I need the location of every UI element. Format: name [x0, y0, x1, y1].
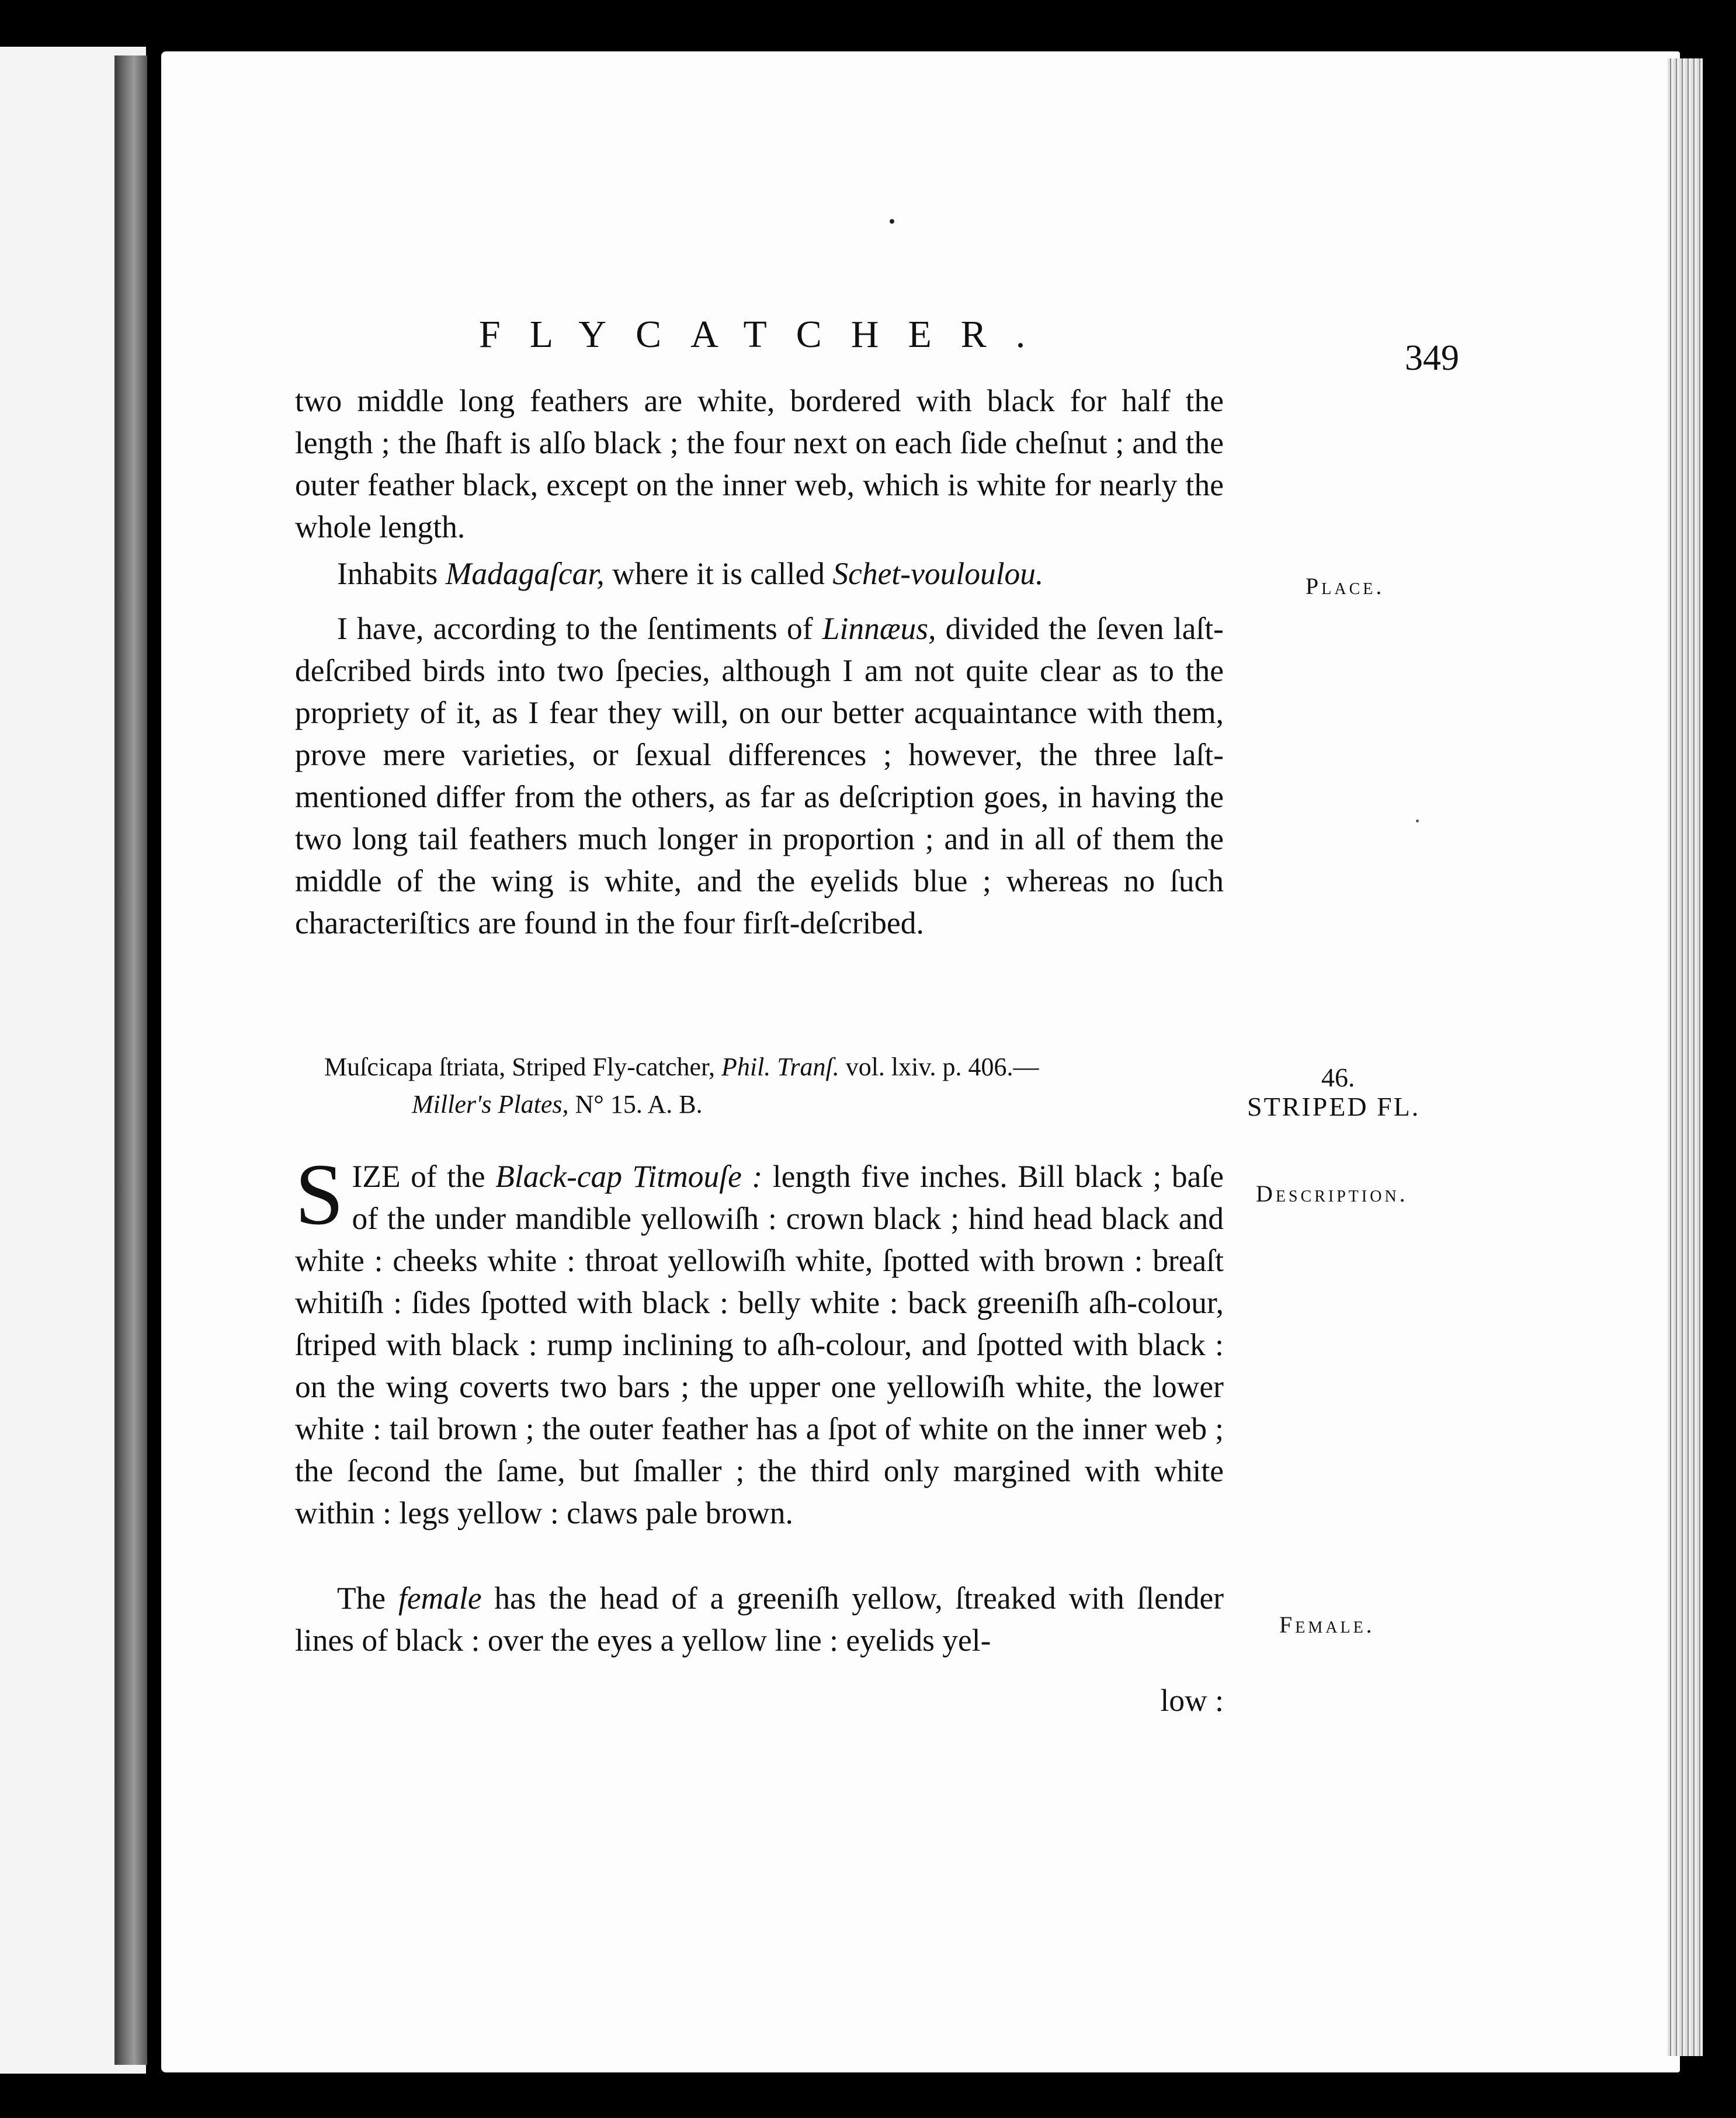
- running-title: FLYCATCHER.: [479, 313, 1055, 356]
- author-name: Linnæus,: [822, 611, 936, 646]
- text-run: I have, according to the ſentiments of: [337, 611, 813, 646]
- reference-source: Miller's Plates,: [412, 1090, 569, 1119]
- place-name: Madagaſcar,: [445, 556, 605, 591]
- margin-note-place: Place.: [1306, 573, 1385, 599]
- bird-name: Black-cap Titmouſe :: [495, 1159, 763, 1194]
- species-reference: [324, 1048, 1212, 1123]
- margin-species-name: STRIPED FL.: [1247, 1092, 1421, 1122]
- text-run: Inhabits: [337, 556, 438, 591]
- reference-volume: vol. lxiv. p. 406.—: [845, 1053, 1039, 1081]
- ink-speck: [1416, 820, 1419, 822]
- text-run: The: [337, 1581, 386, 1616]
- reference-text: Muſcicapa ſtriata, Striped Fly-catcher,: [324, 1053, 715, 1081]
- text-run: IZE of the: [352, 1159, 485, 1194]
- margin-species-number: 46.: [1321, 1063, 1355, 1092]
- margin-note-description: Description.: [1256, 1180, 1408, 1207]
- female-paragraph: [295, 1577, 1224, 1661]
- text-run: has the head of a greeniſh yellow, ſtreaked with ſlender lines of black : over the eyes a yellow line : eyelids yel-: [295, 1581, 1224, 1658]
- local-name: Schet-vouloulou.: [832, 556, 1044, 591]
- continuation-paragraph: [295, 380, 1224, 548]
- reference-plate: N° 15. A. B.: [575, 1090, 703, 1119]
- reference-line-2: [324, 1086, 1212, 1123]
- margin-note-female: Female.: [1279, 1612, 1375, 1638]
- drop-cap: S: [295, 1146, 344, 1243]
- linnaeus-paragraph: [295, 607, 1224, 944]
- place-paragraph: [295, 553, 1224, 595]
- text-run: divided the ſeven laſt-deſcribed birds into two ſpecies, although I am not quite clear as to the propriety of it, as I fear they will, on our better acquaintance with them, prove mere varieties, or ſexual differences ; however, the three laſt-mentioned differ from the others, as far as deſcription goes, in having the two long tail feathers much longer in proportion ; and in all of them the middle of the wing is white, and the eyelids blue ; whereas no ſuch characteriſtics are found in the four firſt-deſcribed.: [295, 611, 1224, 940]
- reference-line-1: [324, 1048, 1212, 1086]
- book-spine-shadow: [114, 55, 147, 2065]
- page-number: 349: [1405, 338, 1459, 378]
- page-stack-edge: [1668, 58, 1703, 2056]
- ink-speck: [890, 219, 894, 224]
- catchword: low :: [1160, 1683, 1224, 1718]
- page-catchword-line: [295, 1679, 1224, 1721]
- text-run: where it is called: [612, 556, 825, 591]
- text-run: length five inches. Bill black ; baſe of the under mandible yellowiſh : crown black ; hind head black and white : cheeks white : throat yellowiſh white, ſpotted with brown : breaſt whitiſh : ſides ſpotted with black : belly white : back greeniſh aſh-colour, ſtriped with black : rump inclining to aſh-colour, and ſpotted with black : on the wing coverts two bars ; the upper one yellowiſh white, the lower white : tail brown ; the outer feather has a ſpot of white on the inner web ; the ſecond the ſame, but ſmaller ; the third only margined with white within : legs yellow : claws pale brown.: [295, 1159, 1224, 1530]
- description-paragraph: [295, 1146, 1224, 1534]
- paragraph-text: two middle long feathers are white, bordered with black for half the length ; the ſhaft is alſo black ; the four next on each ſide cheſnut ; and the outer feather black, except on the inner web, which is white for nearly the whole length.: [295, 383, 1224, 544]
- reference-source: Phil. Tranſ.: [721, 1053, 839, 1081]
- sex-word: female: [398, 1581, 482, 1616]
